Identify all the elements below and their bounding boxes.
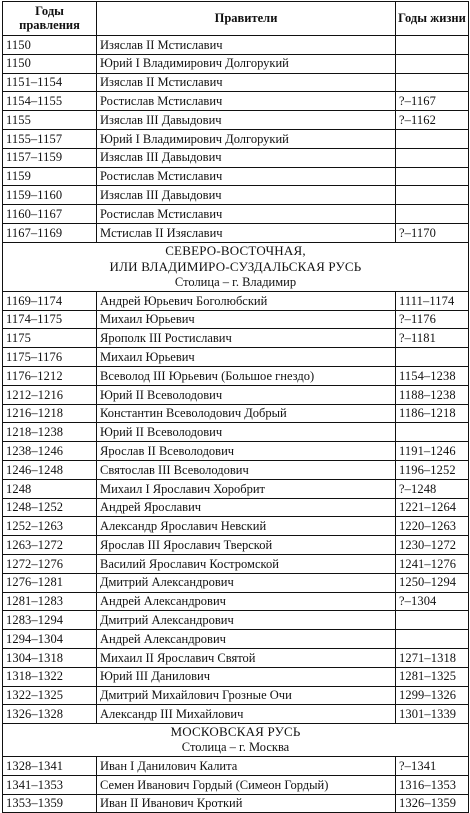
cell-years: 1248–1252 xyxy=(3,498,97,517)
cell-years: 1169–1174 xyxy=(3,291,97,310)
header-years: Годы правления xyxy=(3,2,97,36)
section-capital: Столица – г. Москва xyxy=(181,740,290,755)
cell-years: 1167–1169 xyxy=(3,223,97,242)
cell-years: 1276–1281 xyxy=(3,573,97,592)
cell-life: ?–1341 xyxy=(396,757,469,776)
cell-ruler: Андрей Александрович xyxy=(97,592,396,611)
cell-years: 1175–1176 xyxy=(3,348,97,367)
cell-years: 1160–1167 xyxy=(3,205,97,224)
cell-ruler: Юрий III Данилович xyxy=(97,667,396,686)
cell-life: ?–1176 xyxy=(396,310,469,329)
cell-life: 1299–1326 xyxy=(396,686,469,705)
cell-life xyxy=(396,186,469,205)
cell-ruler: Ростислав Мстиславич xyxy=(97,92,396,111)
cell-life: 1250–1294 xyxy=(396,573,469,592)
table-row xyxy=(3,498,469,517)
cell-life xyxy=(396,611,469,630)
cell-life: 1196–1252 xyxy=(396,461,469,480)
cell-life: 1326–1359 xyxy=(396,794,469,813)
cell-life: ?–1181 xyxy=(396,329,469,348)
cell-ruler: Иван II Иванович Кроткий xyxy=(97,794,396,813)
table-row xyxy=(3,649,469,668)
cell-life: 1111–1174 xyxy=(396,291,469,310)
cell-years: 1159 xyxy=(3,167,97,186)
cell-life xyxy=(396,148,469,167)
cell-ruler: Ярослав II Всеволодович xyxy=(97,442,396,461)
cell-years: 1283–1294 xyxy=(3,611,97,630)
section-header-row xyxy=(3,724,469,757)
cell-years: 1294–1304 xyxy=(3,630,97,649)
cell-years: 1326–1328 xyxy=(3,705,97,724)
cell-life xyxy=(396,423,469,442)
cell-years: 1159–1160 xyxy=(3,186,97,205)
header-life: Годы жизни xyxy=(396,2,469,36)
table-row xyxy=(3,775,469,794)
cell-ruler: Василий Ярославич Костромской xyxy=(97,555,396,574)
section-header xyxy=(3,724,469,757)
cell-ruler: Михаил I Ярославич Хоробрит xyxy=(97,479,396,498)
table-row xyxy=(3,111,469,130)
cell-life: ?–1162 xyxy=(396,111,469,130)
cell-life xyxy=(396,54,469,73)
cell-years: 1322–1325 xyxy=(3,686,97,705)
cell-years: 1176–1212 xyxy=(3,367,97,386)
cell-years: 1263–1272 xyxy=(3,536,97,555)
cell-ruler: Андрей Ярославич xyxy=(97,498,396,517)
table-row xyxy=(3,310,469,329)
cell-life xyxy=(396,167,469,186)
table-row xyxy=(3,705,469,724)
table-row xyxy=(3,205,469,224)
cell-life xyxy=(396,129,469,148)
cell-years: 1281–1283 xyxy=(3,592,97,611)
cell-ruler: Юрий I Владимирович Долгорукий xyxy=(97,129,396,148)
table-row xyxy=(3,517,469,536)
cell-life: 1186–1218 xyxy=(396,404,469,423)
cell-life: ?–1304 xyxy=(396,592,469,611)
table-row xyxy=(3,757,469,776)
cell-years: 1151–1154 xyxy=(3,73,97,92)
cell-life: ?–1248 xyxy=(396,479,469,498)
cell-years: 1174–1175 xyxy=(3,310,97,329)
table-row xyxy=(3,148,469,167)
cell-ruler: Святослав III Всеволодович xyxy=(97,461,396,480)
cell-years: 1328–1341 xyxy=(3,757,97,776)
cell-ruler: Андрей Юрьевич Боголюбский xyxy=(97,291,396,310)
cell-ruler: Михаил Юрьевич xyxy=(97,310,396,329)
table-row xyxy=(3,461,469,480)
cell-years: 1212–1216 xyxy=(3,385,97,404)
cell-years: 1341–1353 xyxy=(3,775,97,794)
cell-ruler: Изяслав III Давыдович xyxy=(97,186,396,205)
cell-years: 1318–1322 xyxy=(3,667,97,686)
cell-life: 1188–1238 xyxy=(396,385,469,404)
cell-ruler: Александр III Михайлович xyxy=(97,705,396,724)
cell-years: 1216–1218 xyxy=(3,404,97,423)
table-row xyxy=(3,129,469,148)
cell-life: ?–1170 xyxy=(396,223,469,242)
table-row xyxy=(3,536,469,555)
cell-ruler: Ярослав III Ярославич Тверской xyxy=(97,536,396,555)
cell-years: 1175 xyxy=(3,329,97,348)
cell-ruler: Юрий II Всеволодович xyxy=(97,385,396,404)
table-body xyxy=(3,36,469,813)
cell-years: 1353–1359 xyxy=(3,794,97,813)
header-ruler: Правители xyxy=(97,2,396,36)
cell-life: 1241–1276 xyxy=(396,555,469,574)
cell-years: 1157–1159 xyxy=(3,148,97,167)
table-row xyxy=(3,54,469,73)
table-row xyxy=(3,555,469,574)
cell-ruler: Дмитрий Михайлович Грозные Очи xyxy=(97,686,396,705)
section-title-line: МОСКОВСКАЯ РУСЬ xyxy=(170,724,301,740)
section-title-line: ИЛИ ВЛАДИМИРО-СУЗДАЛЬСКАЯ РУСЬ xyxy=(109,259,362,275)
cell-ruler: Михаил II Ярославич Святой xyxy=(97,649,396,668)
cell-years: 1154–1155 xyxy=(3,92,97,111)
cell-ruler: Александр Ярославич Невский xyxy=(97,517,396,536)
cell-ruler: Юрий I Владимирович Долгорукий xyxy=(97,54,396,73)
cell-ruler: Ростислав Мстиславич xyxy=(97,167,396,186)
table-row xyxy=(3,385,469,404)
table-row xyxy=(3,223,469,242)
table-row xyxy=(3,367,469,386)
cell-years: 1155 xyxy=(3,111,97,130)
cell-ruler: Дмитрий Александрович xyxy=(97,573,396,592)
cell-years: 1248 xyxy=(3,479,97,498)
cell-life: 1154–1238 xyxy=(396,367,469,386)
section-title-line: СЕВЕРО-ВОСТОЧНАЯ, xyxy=(165,242,306,258)
cell-ruler: Дмитрий Александрович xyxy=(97,611,396,630)
cell-life xyxy=(396,73,469,92)
cell-years: 1150 xyxy=(3,54,97,73)
cell-years: 1252–1263 xyxy=(3,517,97,536)
cell-ruler: Изяслав III Давыдович xyxy=(97,148,396,167)
table-row xyxy=(3,291,469,310)
cell-life: 1281–1325 xyxy=(396,667,469,686)
cell-years: 1150 xyxy=(3,36,97,55)
cell-life: 1191–1246 xyxy=(396,442,469,461)
table-row xyxy=(3,92,469,111)
section-header xyxy=(3,242,469,291)
cell-years: 1238–1246 xyxy=(3,442,97,461)
cell-life: 1271–1318 xyxy=(396,649,469,668)
cell-life: ?–1167 xyxy=(396,92,469,111)
cell-life xyxy=(396,630,469,649)
table-row xyxy=(3,186,469,205)
cell-years: 1155–1157 xyxy=(3,129,97,148)
rulers-table xyxy=(2,1,469,813)
cell-ruler: Юрий II Всеволодович xyxy=(97,423,396,442)
cell-ruler: Семен Иванович Гордый (Симеон Гордый) xyxy=(97,775,396,794)
table-row xyxy=(3,686,469,705)
cell-ruler: Мстислав II Изяславич xyxy=(97,223,396,242)
cell-life: 1301–1339 xyxy=(396,705,469,724)
cell-years: 1218–1238 xyxy=(3,423,97,442)
cell-life: 1316–1353 xyxy=(396,775,469,794)
table-row xyxy=(3,36,469,55)
cell-ruler: Михаил Юрьевич xyxy=(97,348,396,367)
cell-ruler: Изяслав II Мстиславич xyxy=(97,36,396,55)
section-header-row xyxy=(3,242,469,291)
table-row xyxy=(3,73,469,92)
table-row xyxy=(3,611,469,630)
cell-life xyxy=(396,348,469,367)
section-capital: Столица – г. Владимир xyxy=(174,275,297,290)
table-row xyxy=(3,167,469,186)
table-row xyxy=(3,630,469,649)
table-row xyxy=(3,442,469,461)
table-row xyxy=(3,592,469,611)
cell-ruler: Андрей Александрович xyxy=(97,630,396,649)
table-row xyxy=(3,479,469,498)
header-row xyxy=(3,2,469,36)
table-row xyxy=(3,404,469,423)
table-row xyxy=(3,573,469,592)
cell-ruler: Константин Всеволодович Добрый xyxy=(97,404,396,423)
cell-life: 1220–1263 xyxy=(396,517,469,536)
cell-life: 1221–1264 xyxy=(396,498,469,517)
table-row xyxy=(3,667,469,686)
cell-ruler: Изяслав II Мстиславич xyxy=(97,73,396,92)
cell-ruler: Всеволод III Юрьевич (Большое гнездо) xyxy=(97,367,396,386)
cell-ruler: Иван I Данилович Калита xyxy=(97,757,396,776)
cell-life: 1230–1272 xyxy=(396,536,469,555)
cell-life xyxy=(396,205,469,224)
table-row xyxy=(3,348,469,367)
cell-life xyxy=(396,36,469,55)
cell-ruler: Ярополк III Ростиславич xyxy=(97,329,396,348)
cell-ruler: Изяслав III Давыдович xyxy=(97,111,396,130)
section-title xyxy=(6,243,465,276)
cell-years: 1304–1318 xyxy=(3,649,97,668)
cell-years: 1246–1248 xyxy=(3,461,97,480)
section-title xyxy=(6,724,465,740)
table-row xyxy=(3,423,469,442)
table-row xyxy=(3,329,469,348)
cell-ruler: Ростислав Мстиславич xyxy=(97,205,396,224)
cell-years: 1272–1276 xyxy=(3,555,97,574)
